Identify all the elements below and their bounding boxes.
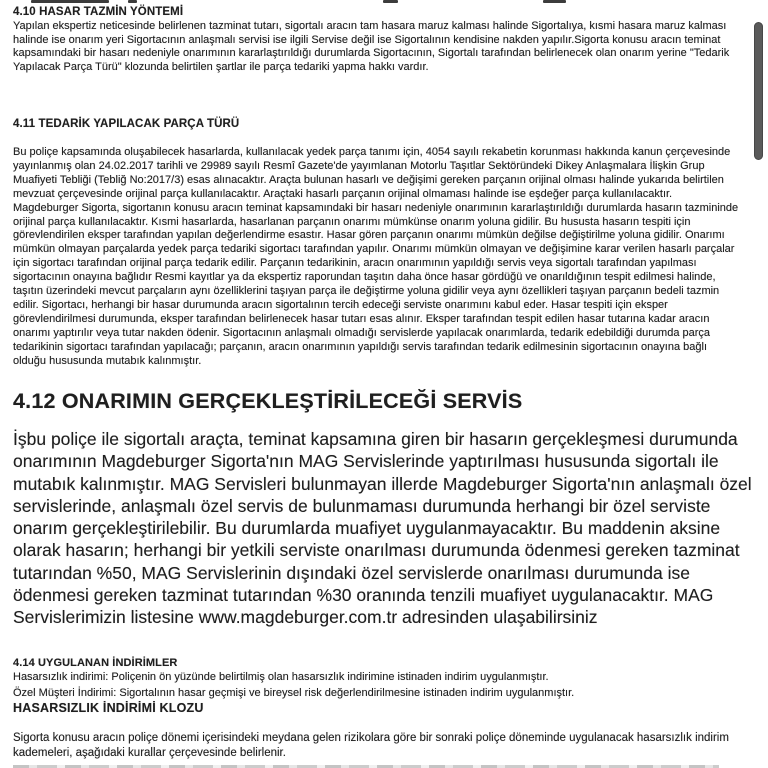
- section-body-4-11: Bu poliçe kapsamında oluşabilecek hasarlarda, kullanılacak yedek parça tanımı için, 4054 sayılı rekabetin korunması hakkında kanun çerçevesinde yayınlanmış olan 24.02.2017 tarihli ve 29989 sayılı Resmî Gazete'de yayımlanan Motorlu Taşıtlar Sektöründeki Dikey Anlaşmalara İlişkin Grup Muafiyeti Tebliği (Tebliğ No:2017/3) esas alınacaktır. Araçta bulunan hasarlı ve değişimi gereken parçanın orijinal olması halinde yukarıda belirtilen mevzuat çerçevesinde orijinal parça kullanılacaktır. Araçtaki hasarlı parçanın orijinal olmaması halinde ise eşdeğer parça kullanılacaktır. Magdeburger Sigorta, sigortanın konusu aracın teminat kapsamındaki bir hasarı nedeniyle onarımının kararlaştırıldığı durumlarda hasarın tazmininde orijinal parça kullanılacaktır. Kısmi hasarlarda, hasarlanan parçanın onarımı mümkünse onarım yoluna gidilir. Bu hususta hasarın tespiti için görevlendirilen eksper tarafından yapılan değerlendirme esastır. Hasar gören parçanın onarımı mümkün değilse değiştirilme yoluna gidilir. Onarımı mümkün olmayan parçalarda yedek parça tedariki sigortacı tarafından yapılır. Onarımı mümkün olmayan ve değişimine karar verilen hasarlı parçalar için sigortacı tarafından orijinal parça tedarik edilir. Parçanın tedarikinin, aracın onarımının yapıldığı servis veya sigortalı tarafından yapılması sigortacının onayına bağlıdır Resmi kayıtlar ya da ekspertiz raporundan taşıtın daha önce hasar gördüğü ve onarıldığının tespit edilmesi halinde, taşıtın üzerindeki mevcut parçaların aynı özelliklerini taşıyan parça ile değiştirme yoluna gidilir veya aynı özellikleri taşıyan parçanın bedeli tazmin edilir. Sigortacı, herhangi bir hasar durumunda aracın sigortalının tercih edeceği serviste onarımını kabul eder. Hasar tespiti için eksper görevlendirilmesi durumunda, eksper tarafından belirlenecek hasar tutarı esas alınır. Eksper tarafından tespit edilen hasar tutarına kadar aracın onarımı yaptırılır veya tutar nakden ödenir. Sigortacının anlaşmalı olmadığı servislerde yapılacak onarımlarda, tedarik edebildiği durumda parça tedarikinin sigortacı tarafından yapılacağı; parçanın, aracın onarımının yapıldığı servis tarafından tedarik edilmesinin sigortacının onayına bağlı olduğu hususunda mutabık kalınmıştır.: [13, 146, 739, 367]
- text-fragment: [383, 0, 398, 3]
- section-heading-4-11: 4.11 TEDARİK YAPILACAK PARÇA TÜRÜ: [13, 118, 240, 130]
- text-fragment: [128, 0, 137, 3]
- section-body-4-10: Yapılan ekspertiz neticesinde belirlenen tazminat tutarı, sigortalı aracın tam hasara maruz kalması halinde Sigortalıya, kısmi hasara maruz kalması halinde ise onarım yeri Sigortacının anlaşmalı servisi ise ilgili Servise değil ise Sigortalının kendisine nakden yapılır.Sigorta konusu aracın teminat kapsamındaki bir hasarı nedeniyle onarımının kararlaştırıldığı durumlarda Sigortacının, Sigortalı tarafından belirlenecek olan onarım yerine "Tedarik Yapılacak Parça Türü" klozunda belirtilen şartlar ile parça tedariki yapma hakkı vardır.: [13, 20, 730, 73]
- text-fragment: [543, 0, 566, 3]
- discount-line-ozel-musteri: Özel Müşteri İndirimi: Sigortalının hasar geçmişi ve bireysel risk değerlendirilmesine istinaden indirim uygulanmıştır.: [13, 687, 575, 699]
- scrollbar-thumb[interactable]: [754, 22, 763, 160]
- section-heading-4-12: 4.12 ONARIMIN GERÇEKLEŞTİRİLECEĞİ SERVİS: [13, 389, 523, 413]
- section-body-4-12: İşbu poliçe ile sigortalı araçta, teminat kapsamına giren bir hasarın gerçekleşmesi durumunda onarımının Magdeburger Sigorta'nın MAG Servislerinde yaptırılması hususunda sigortalı ile mutabık kalınmıştır. MAG Servisleri bulunmayan illerde Magdeburger Sigorta'nın anlaşmalı özel servislerinde, anlaşmalı özel servis de bulunmaması durumunda herhangi bir özel serviste onarım gerçekleştirilebilir. Bu durumlarda muafiyet uygulanmayacaktır. Bu maddenin aksine olarak hasarın; herhangi bir yetkili serviste onarılması durumunda ödenmesi gereken tazminat tutarından %50, MAG Servislerinin dışındaki özel servislerde onarılması durumunda ise ödenmesi gereken tazminat tutarından %30 oranında tenzili muafiyet uygulanacaktır. MAG Servislerimizin listesine www.magdeburger.com.tr adresinden ulaşabilirsiniz: [13, 429, 752, 628]
- section-heading-4-14: 4.14 UYGULANAN İNDİRİMLER: [13, 657, 178, 669]
- section-heading-4-10: 4.10 HASAR TAZMİN YÖNTEMİ: [13, 6, 184, 18]
- clause-heading-hasarsizlik-klozu: HASARSIZLIK İNDİRİMİ KLOZU: [13, 701, 204, 715]
- clause-body-hasarsizlik-klozu: Sigorta konusu aracın poliçe dönemi içerisindeki meydana gelen rizikolara göre bir sonraki poliçe döneminde uygulanacak hasarsızlık indirim kademeleri, aşağıdaki kurallar çerçevesinde belirlenir.: [13, 732, 729, 759]
- discount-line-hasarsizlik: Hasarsızlık indirimi: Poliçenin ön yüzünde belirtilmiş olan hasarsızlık indirimine istinaden indirim uygulanmıştır.: [13, 671, 549, 683]
- text-fragment: [31, 0, 109, 3]
